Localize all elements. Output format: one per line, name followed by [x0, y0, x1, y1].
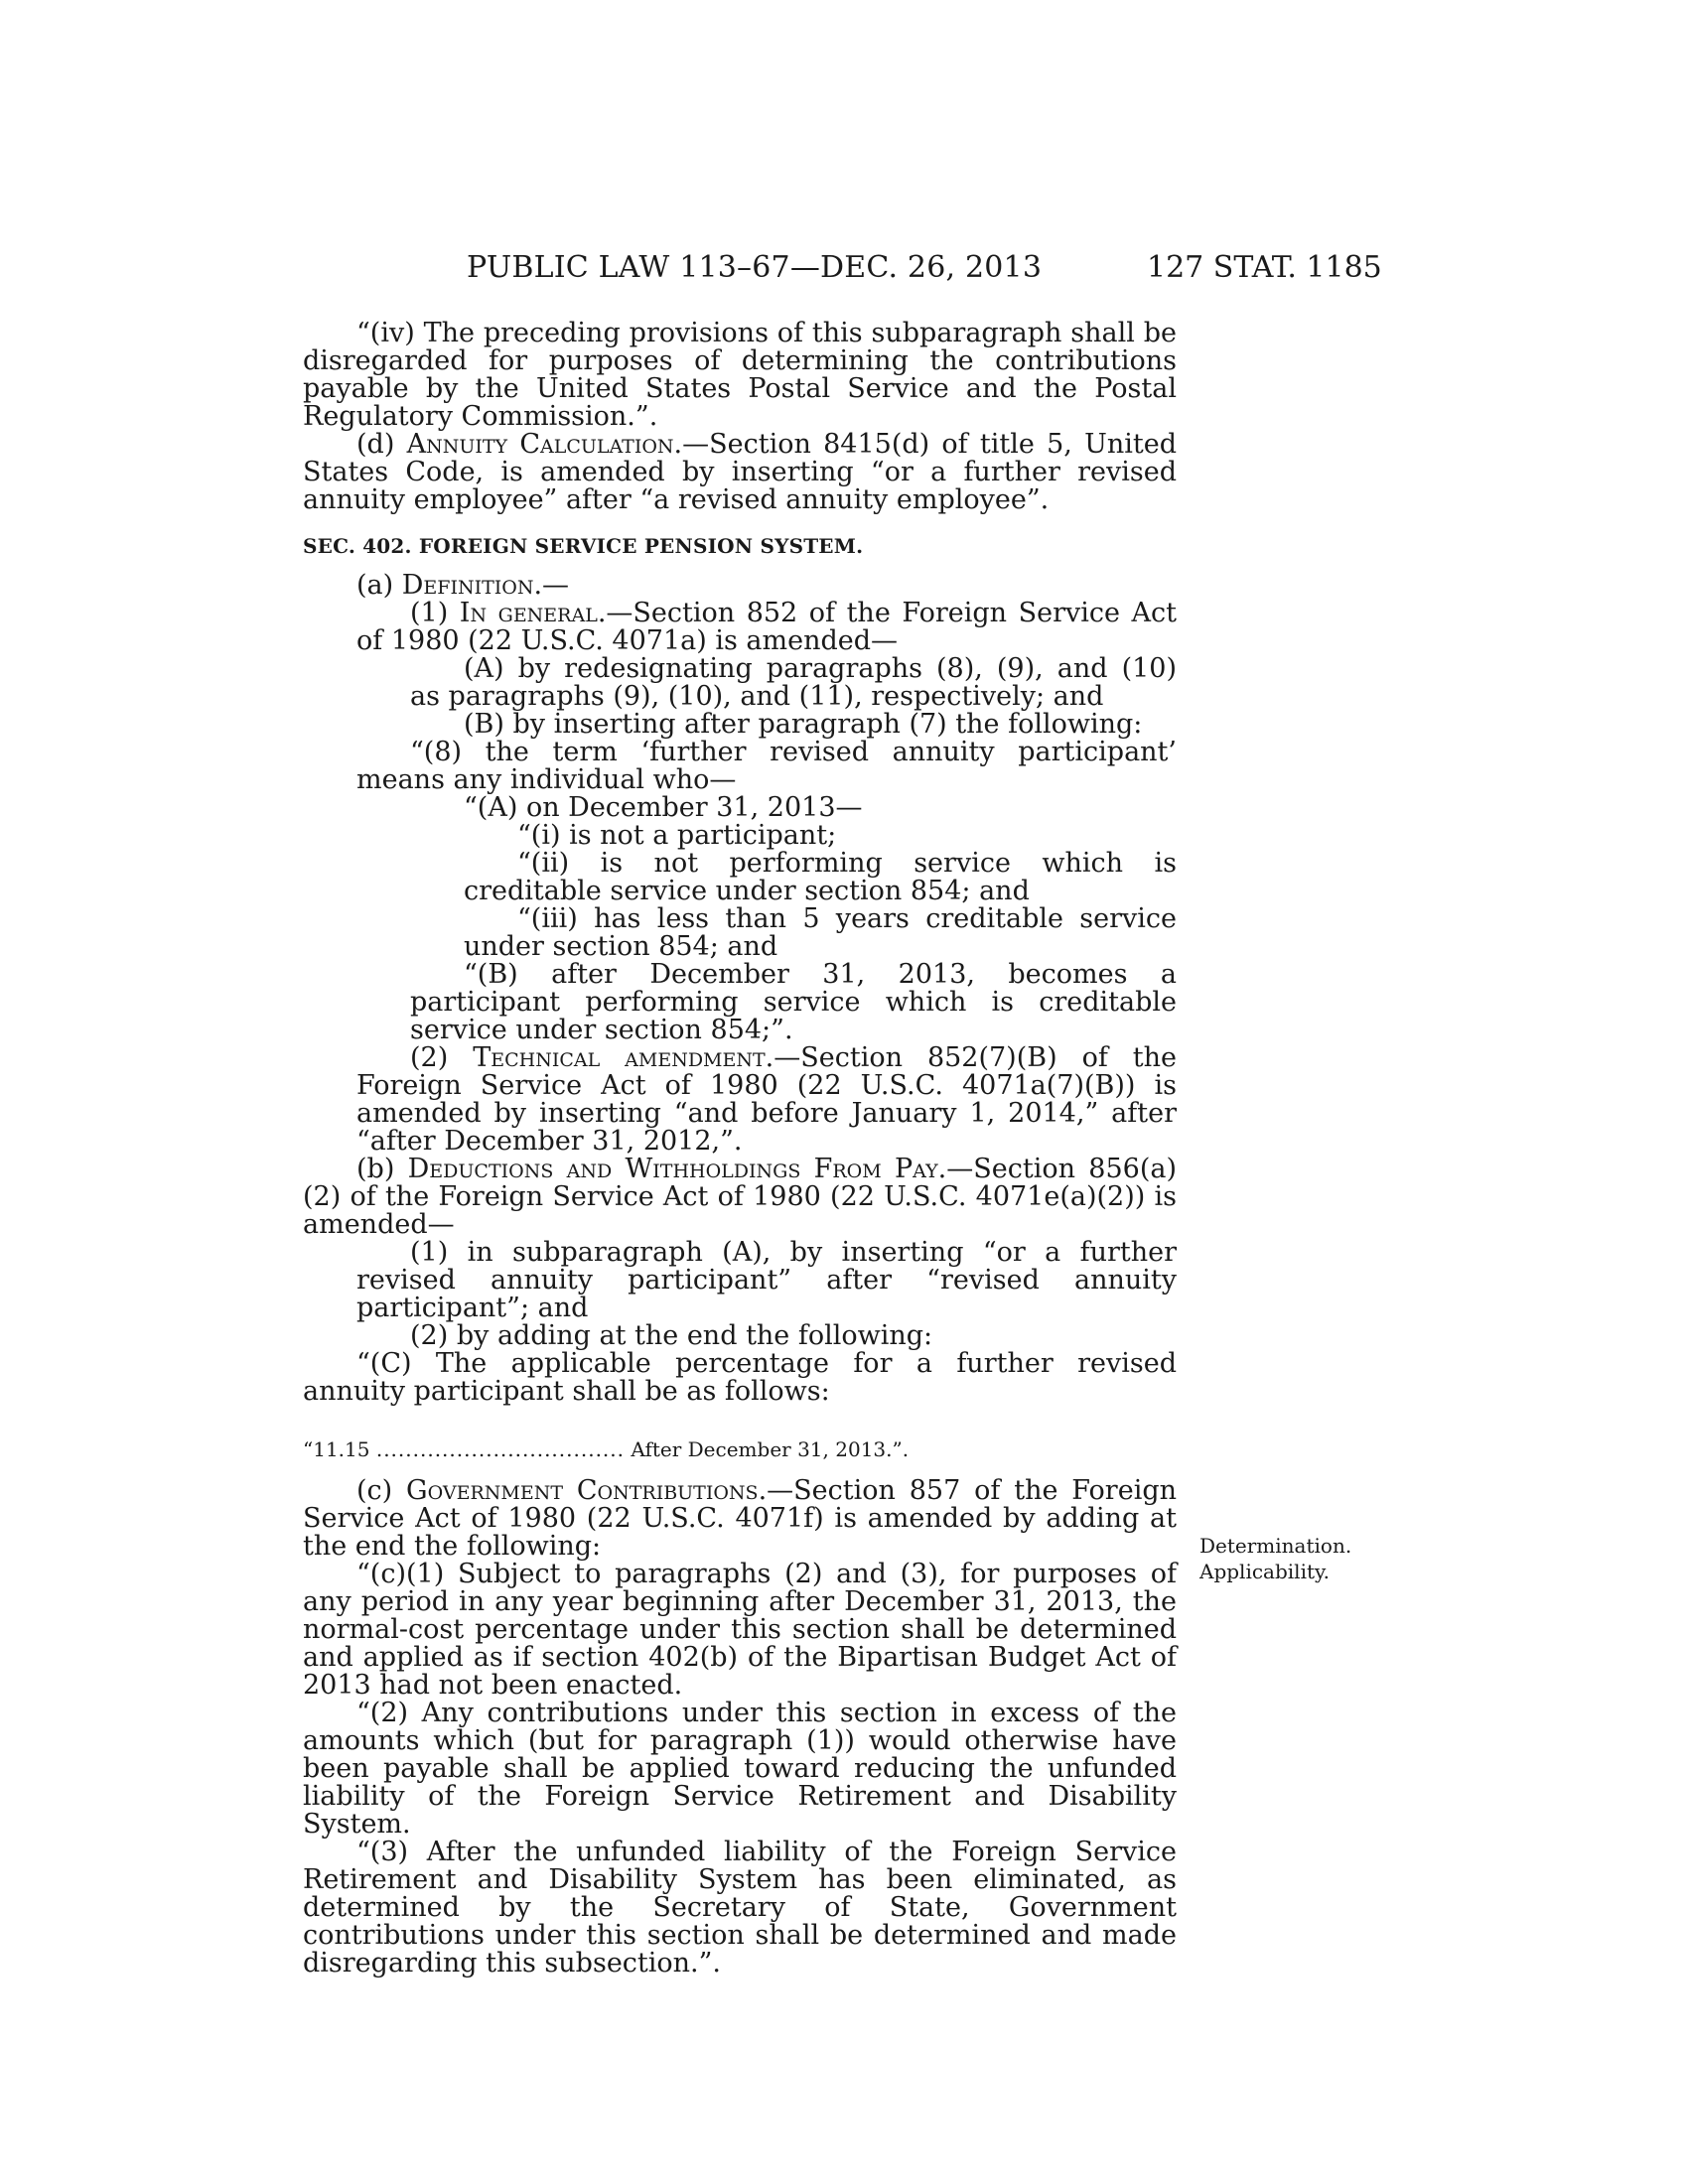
paragraph-iv: “(iv) The preceding provisions of this subparagraph shall be disregarded for purposes of determining the contributions payable by the United States Postal Service and the Postal Regulatory Commission.”.	[303, 318, 1177, 432]
quoted-c2: “(2) Any contributions under this section in excess of the amounts which (but for paragraph (1)) would otherwise have been payable shall be applied toward reducing the unfunded liability of the Foreign Service Retirement and Disability System.	[303, 1698, 1177, 1840]
paragraph-a2-heading: Technical amendment	[473, 1042, 766, 1073]
paragraph-a1: (1) In general.—Section 852 of the Foreign Service Act of 1980 (22 U.S.C. 4071a) is amended—	[356, 598, 1177, 656]
quoted-clause-i: “(i) is not a participant;	[517, 820, 837, 851]
quoted-subparagraph-B: “(B) after December 31, 2013, becomes a participant performing service which is creditable service under section 854;”.	[410, 959, 1177, 1045]
margin-note-applicability: Applicability.	[1199, 1560, 1330, 1583]
quoted-clause-ii: “(ii) is not performing service which is creditable service under section 854; and	[464, 848, 1177, 906]
rate-table-row	[303, 1435, 1177, 1463]
subsection-c-heading: Government Contributions	[406, 1475, 759, 1506]
paragraph-a2: (2) Technical amendment.—Section 852(7)(B) of the Foreign Service Act of 1980 (22 U.S.C. 4071a(7)(B)) is amended by inserting “and before January 1, 2014,” after “after December 31, 2012,”.	[356, 1042, 1177, 1157]
paragraph-a2-text: Section 852(7)(B) of the Foreign Service Act of 1980 (22 U.S.C. 4071a(7)(B)) is amended by inserting “and before January 1, 2014,” after “after December 31, 2012,”.	[356, 1042, 1177, 1157]
quoted-subparagraph-A: “(A) on December 31, 2013—	[464, 792, 863, 823]
quoted-clause-iii: “(iii) has less than 5 years creditable service under section 854; and	[464, 903, 1177, 962]
subsection-a: (a) Definition.—	[356, 570, 570, 601]
subsection-b-text: Section 856(a)(2) of the Foreign Service Act of 1980 (22 U.S.C. 4071e(a)(2)) is amended—	[303, 1154, 1177, 1240]
section-heading: SEC. 402. FOREIGN SERVICE PENSION SYSTEM.	[303, 534, 864, 558]
subsection-d-text: Section 8415(d) of title 5, United States Code, is amended by inserting “or a further revised annuity employee” after “a revised annuity employee”.	[303, 429, 1177, 515]
subparagraph-a1B: (B) by inserting after paragraph (7) the following:	[464, 709, 1143, 740]
margin-note-determination: Determination.	[1199, 1534, 1352, 1558]
paragraph-b2: (2) by adding at the end the following:	[410, 1320, 933, 1351]
paragraph-b1: (1) in subparagraph (A), by inserting “or a further revised annuity participant” after “revised annuity participant”; and	[356, 1237, 1177, 1323]
statute-page-number: 127 STAT. 1185	[1147, 250, 1382, 285]
paragraph-a1-text: Section 852 of the Foreign Service Act of 1980 (22 U.S.C. 4071a) is amended—	[356, 598, 1177, 656]
dot-leader: ..................................	[375, 1437, 625, 1461]
quoted-c3: “(3) After the unfunded liability of the Foreign Service Retirement and Disability System has been eliminated, as determined by the Secretary of State, Government contributions under this section shall be determined and made disregarding this subsection.”.	[303, 1837, 1177, 1979]
quoted-subparagraph-C: “(C) The applicable percentage for a further revised annuity participant shall be as follows:	[303, 1348, 1177, 1407]
subsection-c-text: Section 857 of the Foreign Service Act of 1980 (22 U.S.C. 4071f) is amended by adding at the end the following:	[303, 1475, 1177, 1562]
rate-percentage: “11.15	[303, 1437, 370, 1461]
subsection-d: (d) Annuity Calculation.—Section 8415(d) of title 5, United States Code, is amended by inserting “or a further revised annuity employee” after “a revised annuity employee”.	[303, 429, 1177, 515]
subsection-b-heading: Deductions and Withholdings From Pay	[407, 1154, 938, 1184]
running-header-title: PUBLIC LAW 113–67—DEC. 26, 2013	[467, 250, 1043, 285]
paragraph-a1-heading: In general	[459, 598, 598, 628]
quoted-paragraph-8: “(8) the term ‘further revised annuity participant’ means any individual who—	[356, 737, 1177, 795]
subsection-c: (c) Government Contributions.—Section 857 of the Foreign Service Act of 1980 (22 U.S.C. 4071f) is amended by adding at the end the following:	[303, 1475, 1177, 1562]
subsection-d-heading: Annuity Calculation	[406, 429, 674, 460]
subsection-b: (b) Deductions and Withholdings From Pay.—Section 856(a)(2) of the Foreign Service Act of 1980 (22 U.S.C. 4071e(a)(2)) is amended—	[303, 1154, 1177, 1240]
subsection-a-heading: Definition	[401, 570, 534, 601]
rate-period: After December 31, 2013.”.	[631, 1437, 910, 1461]
quoted-c1: “(c)(1) Subject to paragraphs (2) and (3), for purposes of any period in any year beginning after December 31, 2013, the normal-cost percentage under this section shall be determined and applied as if section 402(b) of the Bipartisan Budget Act of 2013 had not been enacted.	[303, 1559, 1177, 1701]
document-body	[303, 320, 1177, 1978]
subparagraph-a1A: (A) by redesignating paragraphs (8), (9), and (10) as paragraphs (9), (10), and (11), respectively; and	[410, 653, 1177, 712]
